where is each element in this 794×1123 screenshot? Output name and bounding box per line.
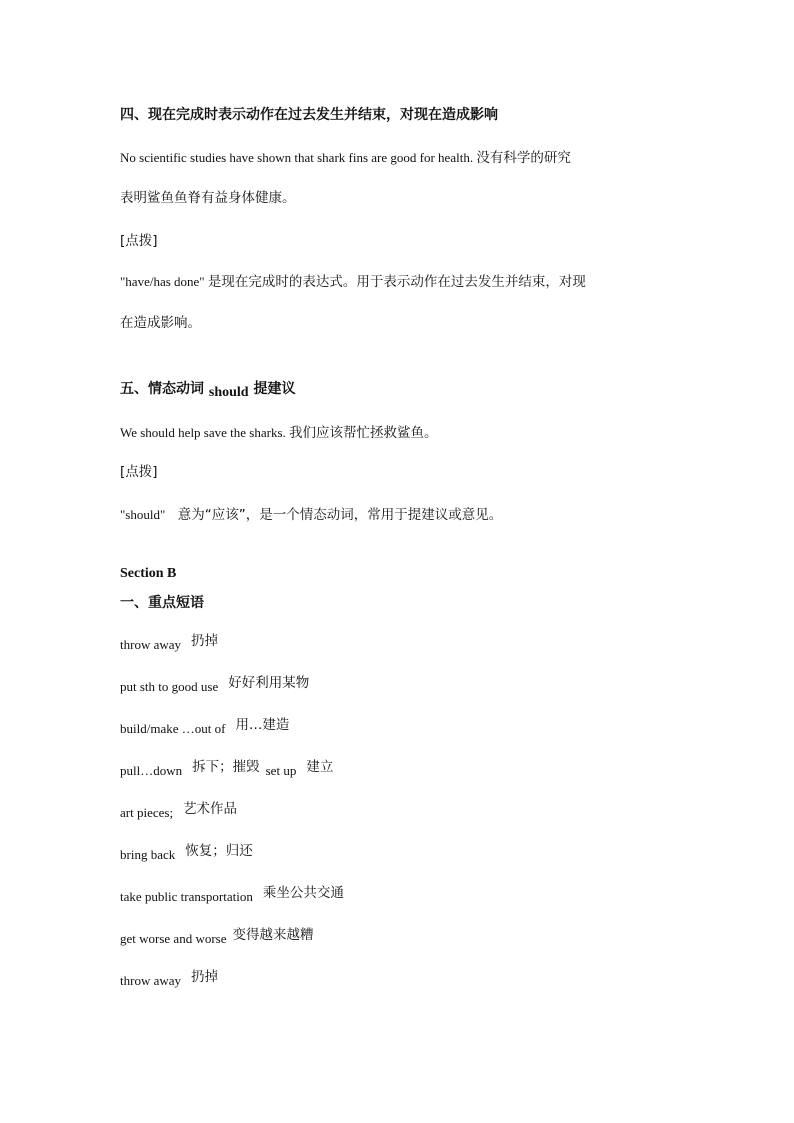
section-4-note-zh: 是现在完成时的表达式。用于表示动作在过去发生并结束，对现 (207, 274, 586, 290)
section-5-title (120, 381, 296, 400)
section-4-example (120, 151, 571, 166)
section-4-note (120, 275, 586, 290)
section-4-note-zh-2: 在造成影响。 (120, 315, 201, 331)
phrase-item (120, 843, 253, 863)
phrase-zh-2: 建立 (306, 759, 334, 775)
phrase-en: put sth to good use (120, 679, 219, 694)
phrase-en: get worse and worse (120, 931, 227, 946)
phrase-item (120, 801, 238, 821)
section-4-note-cont (120, 316, 201, 331)
phrase-item (120, 717, 290, 737)
section-5-title-pre: 五、情态动词 (120, 381, 204, 397)
section-4-tip (120, 234, 158, 249)
phrase-item (120, 759, 334, 779)
phrase-en: art pieces; (120, 805, 174, 820)
phrase-zh: 扔掉 (191, 969, 219, 985)
section-5-example-en: We should help save the sharks. (120, 425, 286, 440)
phrase-zh: 拆下；摧毁 (192, 759, 260, 775)
phrase-zh: 恢复；归还 (185, 843, 253, 859)
section-4-note-en: "have/has done" (120, 274, 205, 289)
section-5-example (120, 426, 438, 441)
phrase-item (120, 969, 219, 989)
phrase-en: bring back (120, 847, 176, 862)
section-4-example-cont (120, 191, 296, 206)
phrase-zh: 变得越来越糟 (232, 927, 314, 943)
section-5-title-post: 提建议 (253, 381, 296, 397)
section-5-note-en: "should" (120, 507, 166, 522)
section-4-example-zh-2: 表明鲨鱼鱼脊有益身体健康。 (120, 190, 296, 206)
phrase-en: build/make …out of (120, 721, 226, 736)
phrase-zh: 乘坐公共交通 (262, 885, 344, 901)
section-4-tip-label: [点拨] (120, 233, 158, 249)
section-5-tip-label: [点拨] (120, 464, 158, 480)
phrase-item (120, 885, 344, 905)
phrase-item (120, 675, 310, 695)
phrase-en: throw away (120, 973, 182, 988)
phrase-item (120, 633, 219, 653)
section-b-title-text: Section B (120, 566, 177, 581)
phrase-en-2: set up (265, 763, 297, 778)
section-b-subtitle: 一、重点短语 (120, 595, 204, 611)
phrase-zh: 艺术作品 (183, 801, 238, 817)
section-5-tip (120, 465, 158, 480)
section-4-example-en: No scientific studies have shown that shark fins are good for health. (120, 150, 474, 165)
phrase-zh: 用…建造 (235, 717, 290, 733)
phrase-zh: 好好利用某物 (228, 675, 310, 691)
section-5-example-zh: 我们应该帮忙拯救鲨鱼。 (289, 425, 438, 441)
phrase-en: take public transportation (120, 889, 253, 904)
phrase-en: pull…down (120, 763, 183, 778)
section-4-title: 四、现在完成时表示动作在过去发生并结束，对现在造成影响 (120, 107, 498, 123)
section-b-title (120, 566, 176, 581)
phrase-zh: 扔掉 (191, 633, 219, 649)
phrase-en: throw away (120, 637, 182, 652)
phrase-item (120, 927, 314, 947)
section-4-example-zh: 没有科学的研究 (476, 150, 571, 166)
section-5-note-zh: 意为“应该”，是一个情态动词，常用于提建议或意见。 (177, 507, 503, 523)
section-5-title-en: should (208, 385, 249, 400)
section-5-note (120, 508, 502, 523)
